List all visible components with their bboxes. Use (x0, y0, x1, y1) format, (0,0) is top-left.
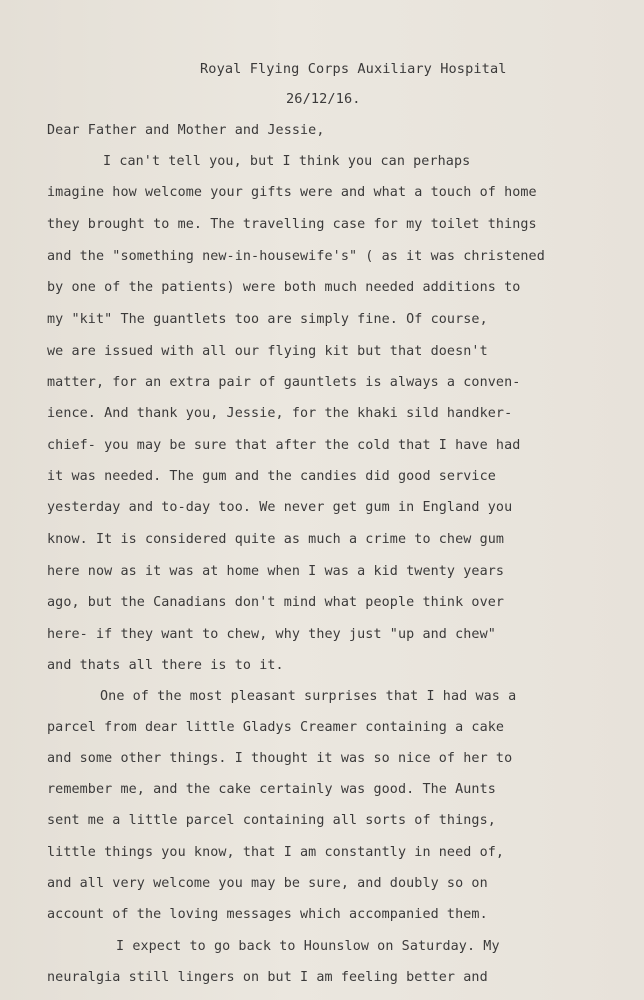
letter-line: here- if they want to chew, why they just "up and chew" (47, 627, 496, 642)
letter-line: I expect to go back to Hounslow on Saturday. My (116, 939, 500, 954)
letter-line: know. It is considered quite as much a crime to chew gum (47, 532, 505, 547)
letter-line: remember me, and the cake certainly was good. The Aunts (47, 782, 496, 797)
letter-line: account of the loving messages which accompanied them. (47, 907, 488, 922)
letter-line: my "kit" The guantlets too are simply fine. Of course, (47, 312, 488, 327)
letter-line: sent me a little parcel containing all sorts of things, (47, 813, 496, 828)
letter-line: parcel from dear little Gladys Creamer containing a cake (47, 720, 505, 735)
letter-line: we are issued with all our flying kit but that doesn't (47, 344, 488, 359)
letter-line: by one of the patients) were both much needed additions to (47, 280, 521, 295)
letter-date: 26/12/16. (286, 91, 361, 107)
letter-line: One of the most pleasant surprises that I had was a (100, 689, 517, 704)
letter-line: little things you know, that I am constantly in need of, (47, 845, 505, 860)
letter-line: chief- you may be sure that after the cold that I have had (47, 438, 521, 453)
letter-line: and thats all there is to it. (47, 658, 284, 673)
salutation: Dear Father and Mother and Jessie, (47, 123, 325, 138)
letter-line: I can't tell you, but I think you can perhaps (103, 154, 471, 169)
letter-line: here now as it was at home when I was a kid twenty years (47, 564, 505, 579)
letter-line: imagine how welcome your gifts were and what a touch of home (47, 185, 537, 200)
letter-line: they brought to me. The travelling case for my toilet things (47, 217, 537, 232)
letter-line: matter, for an extra pair of gauntlets is always a conven- (47, 375, 521, 390)
letter-line: and some other things. I thought it was so nice of her to (47, 751, 513, 766)
letter-line: ago, but the Canadians don't mind what people think over (47, 595, 505, 610)
letter-line: and all very welcome you may be sure, and doubly so on (47, 876, 488, 891)
letter-line: it was needed. The gum and the candies did good service (47, 469, 496, 484)
letter-line: ience. And thank you, Jessie, for the khaki sild handker- (47, 406, 513, 421)
letter-line: yesterday and to-day too. We never get gum in England you (47, 500, 513, 515)
letter-line: and the "something new-in-housewife's" ( as it was christened (47, 249, 545, 264)
hospital-address: Royal Flying Corps Auxiliary Hospital (200, 61, 507, 77)
letter-line: neuralgia still lingers on but I am feeling better and (47, 970, 488, 985)
